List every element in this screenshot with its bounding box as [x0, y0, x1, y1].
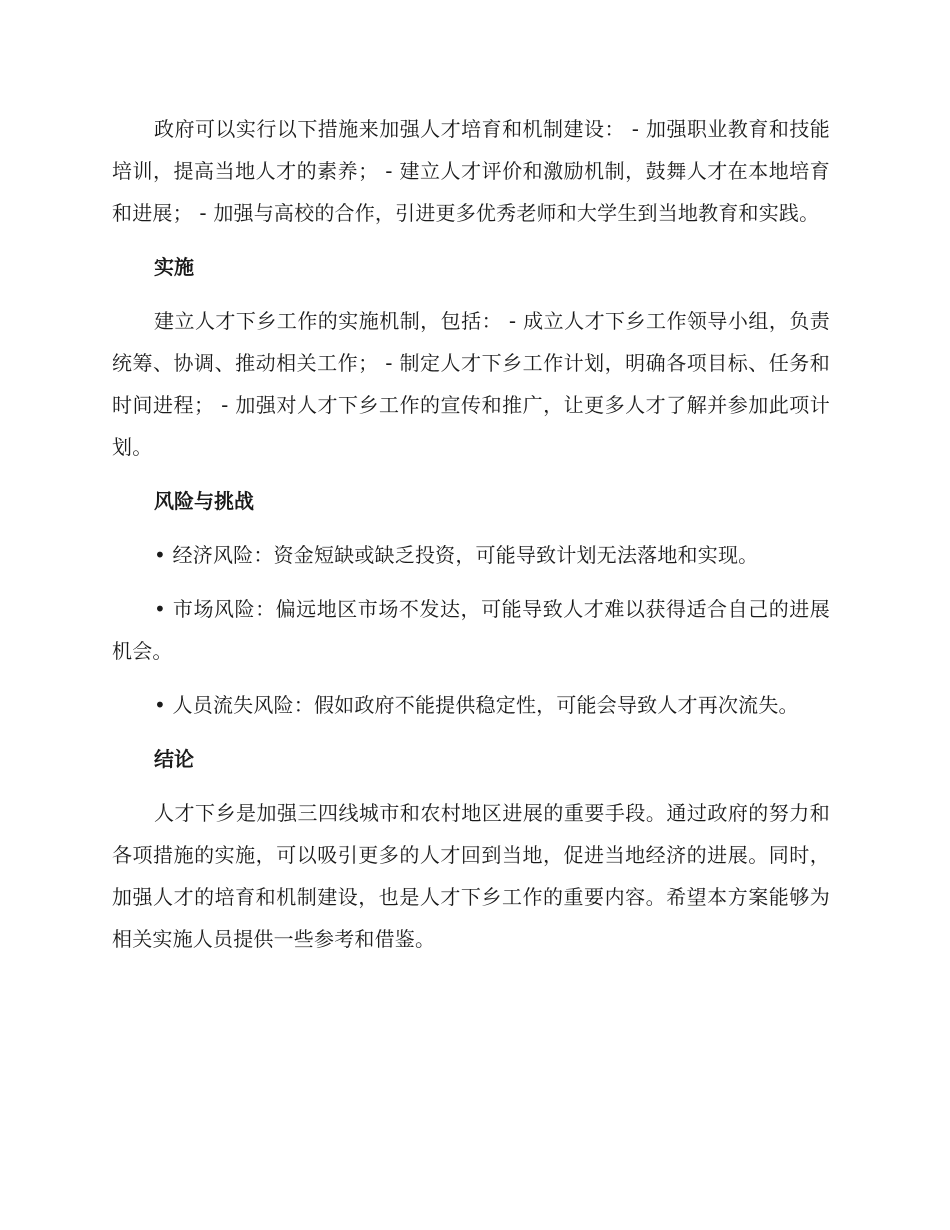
conclusion-paragraph: 人才下乡是加强三四线城市和农村地区进展的重要手段。通过政府的努力和各项措施的实施，可以吸引更多的人才回到当地，促进当地经济的进展。同时，加强人才的培育和机制建设，也是人才下乡工作的重要内容。希望本方案能够为相关实施人员提供一些参考和借鉴。 — [112, 801, 830, 951]
risk-item-personnel: • 人员流失风险：假如政府不能提供稳定性，可能会导致人才再次流失。 — [154, 693, 799, 717]
section-heading-conclusion: 结论 — [154, 747, 194, 771]
section-heading-risks: 风险与挑战 — [154, 489, 254, 513]
implementation-paragraph: 建立人才下乡工作的实施机制，包括： - 成立人才下乡工作领导小组，负责统筹、协调、推动相关工作； - 制定人才下乡工作计划，明确各项目标、任务和时间进程； - 加强对人才下乡工作的宣传和推广，让更多人才了解并参加此项计划。 — [112, 309, 830, 459]
intro-paragraph: 政府可以实行以下措施来加强人才培育和机制建设： - 加强职业教育和技能培训，提高当地人才的素养； - 建立人才评价和激励机制，鼓舞人才在本地培育和进展； - 加强与高校的合作，引进更多优秀老师和大学生到当地教育和实践。 — [112, 117, 830, 225]
section-heading-implementation: 实施 — [154, 255, 194, 279]
risk-item-market: • 市场风险：偏远地区市场不发达，可能导致人才难以获得适合自己的进展机会。 — [112, 597, 830, 663]
risk-item-economic: • 经济风险：资金短缺或缺乏投资，可能导致计划无法落地和实现。 — [154, 543, 759, 567]
document-page — [112, 108, 830, 972]
